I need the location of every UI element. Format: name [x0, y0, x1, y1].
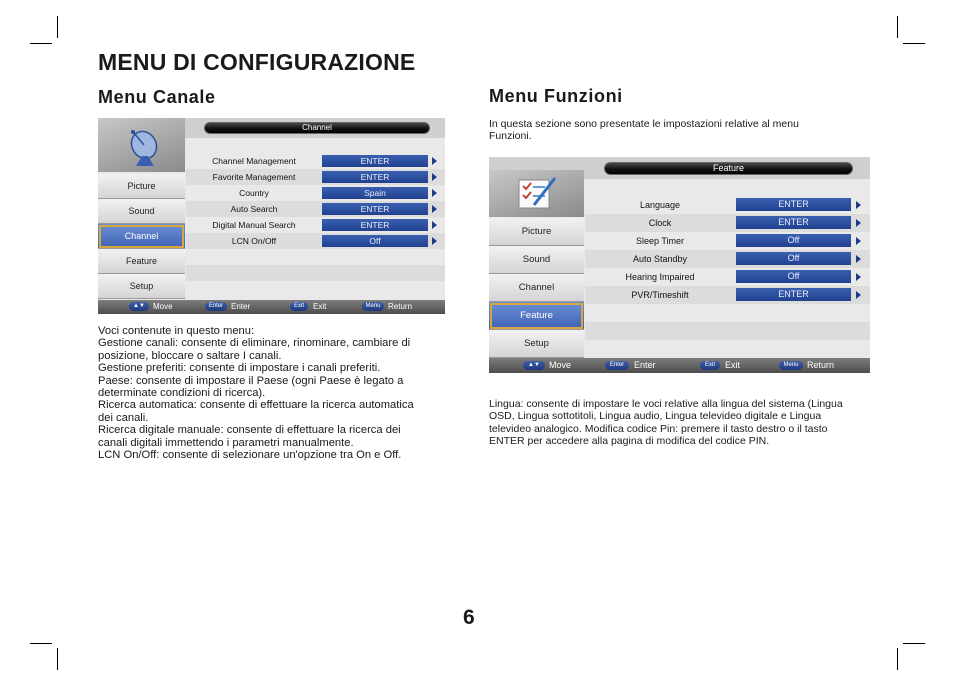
text-line: posizione, bloccare o saltare I canali. [98, 349, 282, 362]
channel-section-heading: Menu Canale [98, 87, 216, 107]
row-label: Auto Standby [632, 254, 688, 264]
menu-row-pvr-timeshift[interactable] [585, 286, 870, 304]
page-title: MENU DI CONFIGURAZIONE [98, 49, 416, 75]
checklist-pen-icon [489, 170, 584, 217]
row-value[interactable]: ENTER [322, 171, 428, 183]
row-label: LCN On/Off [231, 236, 277, 246]
feature-menu-screen [489, 157, 870, 373]
sidebar-item-sound[interactable]: Sound [489, 246, 584, 274]
right-triangle-icon [856, 201, 861, 209]
feature-intro [489, 118, 799, 143]
text-line: determinate condizioni di ricerca). [98, 387, 266, 400]
row-value[interactable]: Off [322, 235, 428, 247]
right-triangle-icon [432, 205, 437, 213]
key-label: Exit [313, 302, 327, 311]
menu-row-country[interactable] [186, 185, 445, 201]
crop-mark [903, 43, 925, 44]
text-line: Lingua: consente di impostare le voci relative alla lingua del sistema (Lingua [489, 398, 843, 410]
right-triangle-icon [856, 291, 861, 299]
menu-row-favorite-management[interactable] [186, 169, 445, 185]
right-triangle-icon [856, 237, 861, 245]
text-line: Gestione canali: consente di eliminare, rinominare, cambiare di [98, 337, 411, 350]
row-label: Hearing Impaired [625, 272, 695, 282]
row-value[interactable]: ENTER [322, 219, 428, 231]
screen-title-bar: Channel [204, 122, 430, 134]
crop-mark [897, 16, 898, 38]
right-triangle-icon [856, 255, 861, 263]
row-label: Sleep Timer [635, 236, 685, 246]
sidebar-item-setup[interactable]: Setup [489, 330, 584, 358]
row-label: Digital Manual Search [212, 220, 296, 230]
sidebar-item-channel[interactable]: Channel [98, 224, 185, 249]
sidebar-item-channel[interactable]: Channel [489, 274, 584, 302]
right-triangle-icon [432, 221, 437, 229]
row-label: PVR/Timeshift [631, 290, 689, 300]
feature-description [489, 398, 843, 448]
row-label: Clock [648, 218, 672, 228]
crop-mark [897, 648, 898, 670]
right-triangle-icon [432, 237, 437, 245]
text-line: televideo analogico. Modifica codice Pin: premere il tasto destro o il tasto [489, 422, 828, 435]
menu-row-sleep-timer[interactable] [585, 232, 870, 250]
menu-row-empty [186, 265, 445, 281]
row-value[interactable]: ENTER [322, 155, 428, 167]
text-line: dei canali. [98, 411, 149, 424]
right-triangle-icon [856, 273, 861, 281]
sidebar-item-feature[interactable]: Feature [98, 249, 185, 274]
crop-mark [57, 648, 58, 670]
screen-footer [489, 358, 870, 373]
text-line: Paese: consente di impostare il Paese (ogni Paese è legato a [98, 374, 404, 387]
row-value[interactable]: ENTER [736, 216, 851, 229]
crop-mark [57, 16, 58, 38]
key-exit: Exit [290, 302, 308, 311]
key-move: ▲▼ [523, 361, 545, 370]
menu-row-language[interactable] [585, 196, 870, 214]
menu-row-digital-manual-search[interactable] [186, 217, 445, 233]
row-label: Language [639, 200, 681, 210]
right-triangle-icon [432, 173, 437, 181]
satellite-dish-icon [98, 118, 185, 172]
text-line: Ricerca automatica: consente di effettuare la ricerca automatica [98, 399, 414, 412]
key-label: Enter [231, 302, 251, 311]
key-enter: Enter [605, 361, 629, 370]
row-value[interactable]: Off [736, 234, 851, 247]
menu-row-auto-standby[interactable] [585, 250, 870, 268]
sidebar-item-setup[interactable]: Setup [98, 274, 185, 299]
right-triangle-icon [856, 219, 861, 227]
row-label: Country [239, 188, 269, 198]
menu-row-clock[interactable] [585, 214, 870, 232]
row-value[interactable]: Off [736, 252, 851, 265]
crop-mark [30, 643, 52, 644]
menu-row-auto-search[interactable] [186, 201, 445, 217]
page-number: 6 [463, 606, 475, 629]
text-line: ENTER per accedere alla pagina di modifica del codice PIN. [489, 435, 770, 448]
menu-row-lcn[interactable] [186, 233, 445, 249]
text-line: LCN On/Off: consente di selezionare un'opzione tra On e Off. [98, 449, 402, 462]
right-triangle-icon [432, 189, 437, 197]
sidebar-item-picture[interactable]: Picture [489, 218, 584, 246]
menu-row-empty [186, 281, 445, 297]
key-label: Move [153, 302, 173, 311]
text-line: canali digitali immettendo i parametri manualmente. [98, 436, 354, 449]
channel-menu-screen [98, 118, 445, 314]
text-line: Funzioni. [489, 130, 532, 143]
key-menu: Menu [362, 302, 384, 311]
screen-title-bar: Feature [604, 162, 853, 175]
menu-row-hearing-impaired[interactable] [585, 268, 870, 286]
sidebar-item-feature[interactable]: Feature [489, 302, 584, 330]
screen-footer [98, 300, 445, 314]
key-move: ▲▼ [129, 302, 149, 311]
row-label: Channel Management [212, 156, 296, 166]
menu-row-empty [585, 340, 870, 358]
row-value[interactable]: ENTER [736, 288, 851, 301]
feature-section-heading: Menu Funzioni [489, 86, 623, 106]
text-line: In questa sezione sono presentate le impostazioni relative al menu [489, 118, 799, 130]
text-line: Ricerca digitale manuale: consente di effettuare la ricerca dei [98, 424, 401, 437]
text-line: Gestione preferiti: consente di impostare i canali preferiti. [98, 362, 381, 375]
row-value[interactable]: ENTER [322, 203, 428, 215]
text-line: Voci contenute in questo menu: [98, 325, 255, 337]
row-label: Auto Search [230, 204, 278, 214]
crop-mark [30, 43, 52, 44]
key-label: Enter [634, 360, 656, 370]
menu-row-empty [186, 249, 445, 265]
key-label: Exit [725, 360, 741, 370]
row-value[interactable]: Spain [322, 187, 428, 199]
sidebar-item-picture[interactable]: Picture [98, 174, 185, 199]
sidebar-item-sound[interactable]: Sound [98, 199, 185, 224]
channel-description [98, 325, 414, 461]
key-label: Return [807, 360, 835, 370]
menu-row-empty [585, 304, 870, 322]
row-label: Favorite Management [212, 172, 296, 182]
key-label: Move [549, 360, 572, 370]
key-label: Return [388, 302, 413, 311]
right-triangle-icon [432, 157, 437, 165]
key-enter: Enter [205, 302, 227, 311]
row-value[interactable]: ENTER [736, 198, 851, 211]
key-menu: Menu [779, 361, 803, 370]
menu-row-empty [585, 322, 870, 340]
key-exit: Exit [700, 361, 720, 370]
row-value[interactable]: Off [736, 270, 851, 283]
crop-mark [903, 643, 925, 644]
menu-row-channel-management[interactable] [186, 153, 445, 169]
text-line: OSD, Lingua sottotitoli, Lingua audio, Lingua televideo digitale e Lingua [489, 410, 822, 423]
